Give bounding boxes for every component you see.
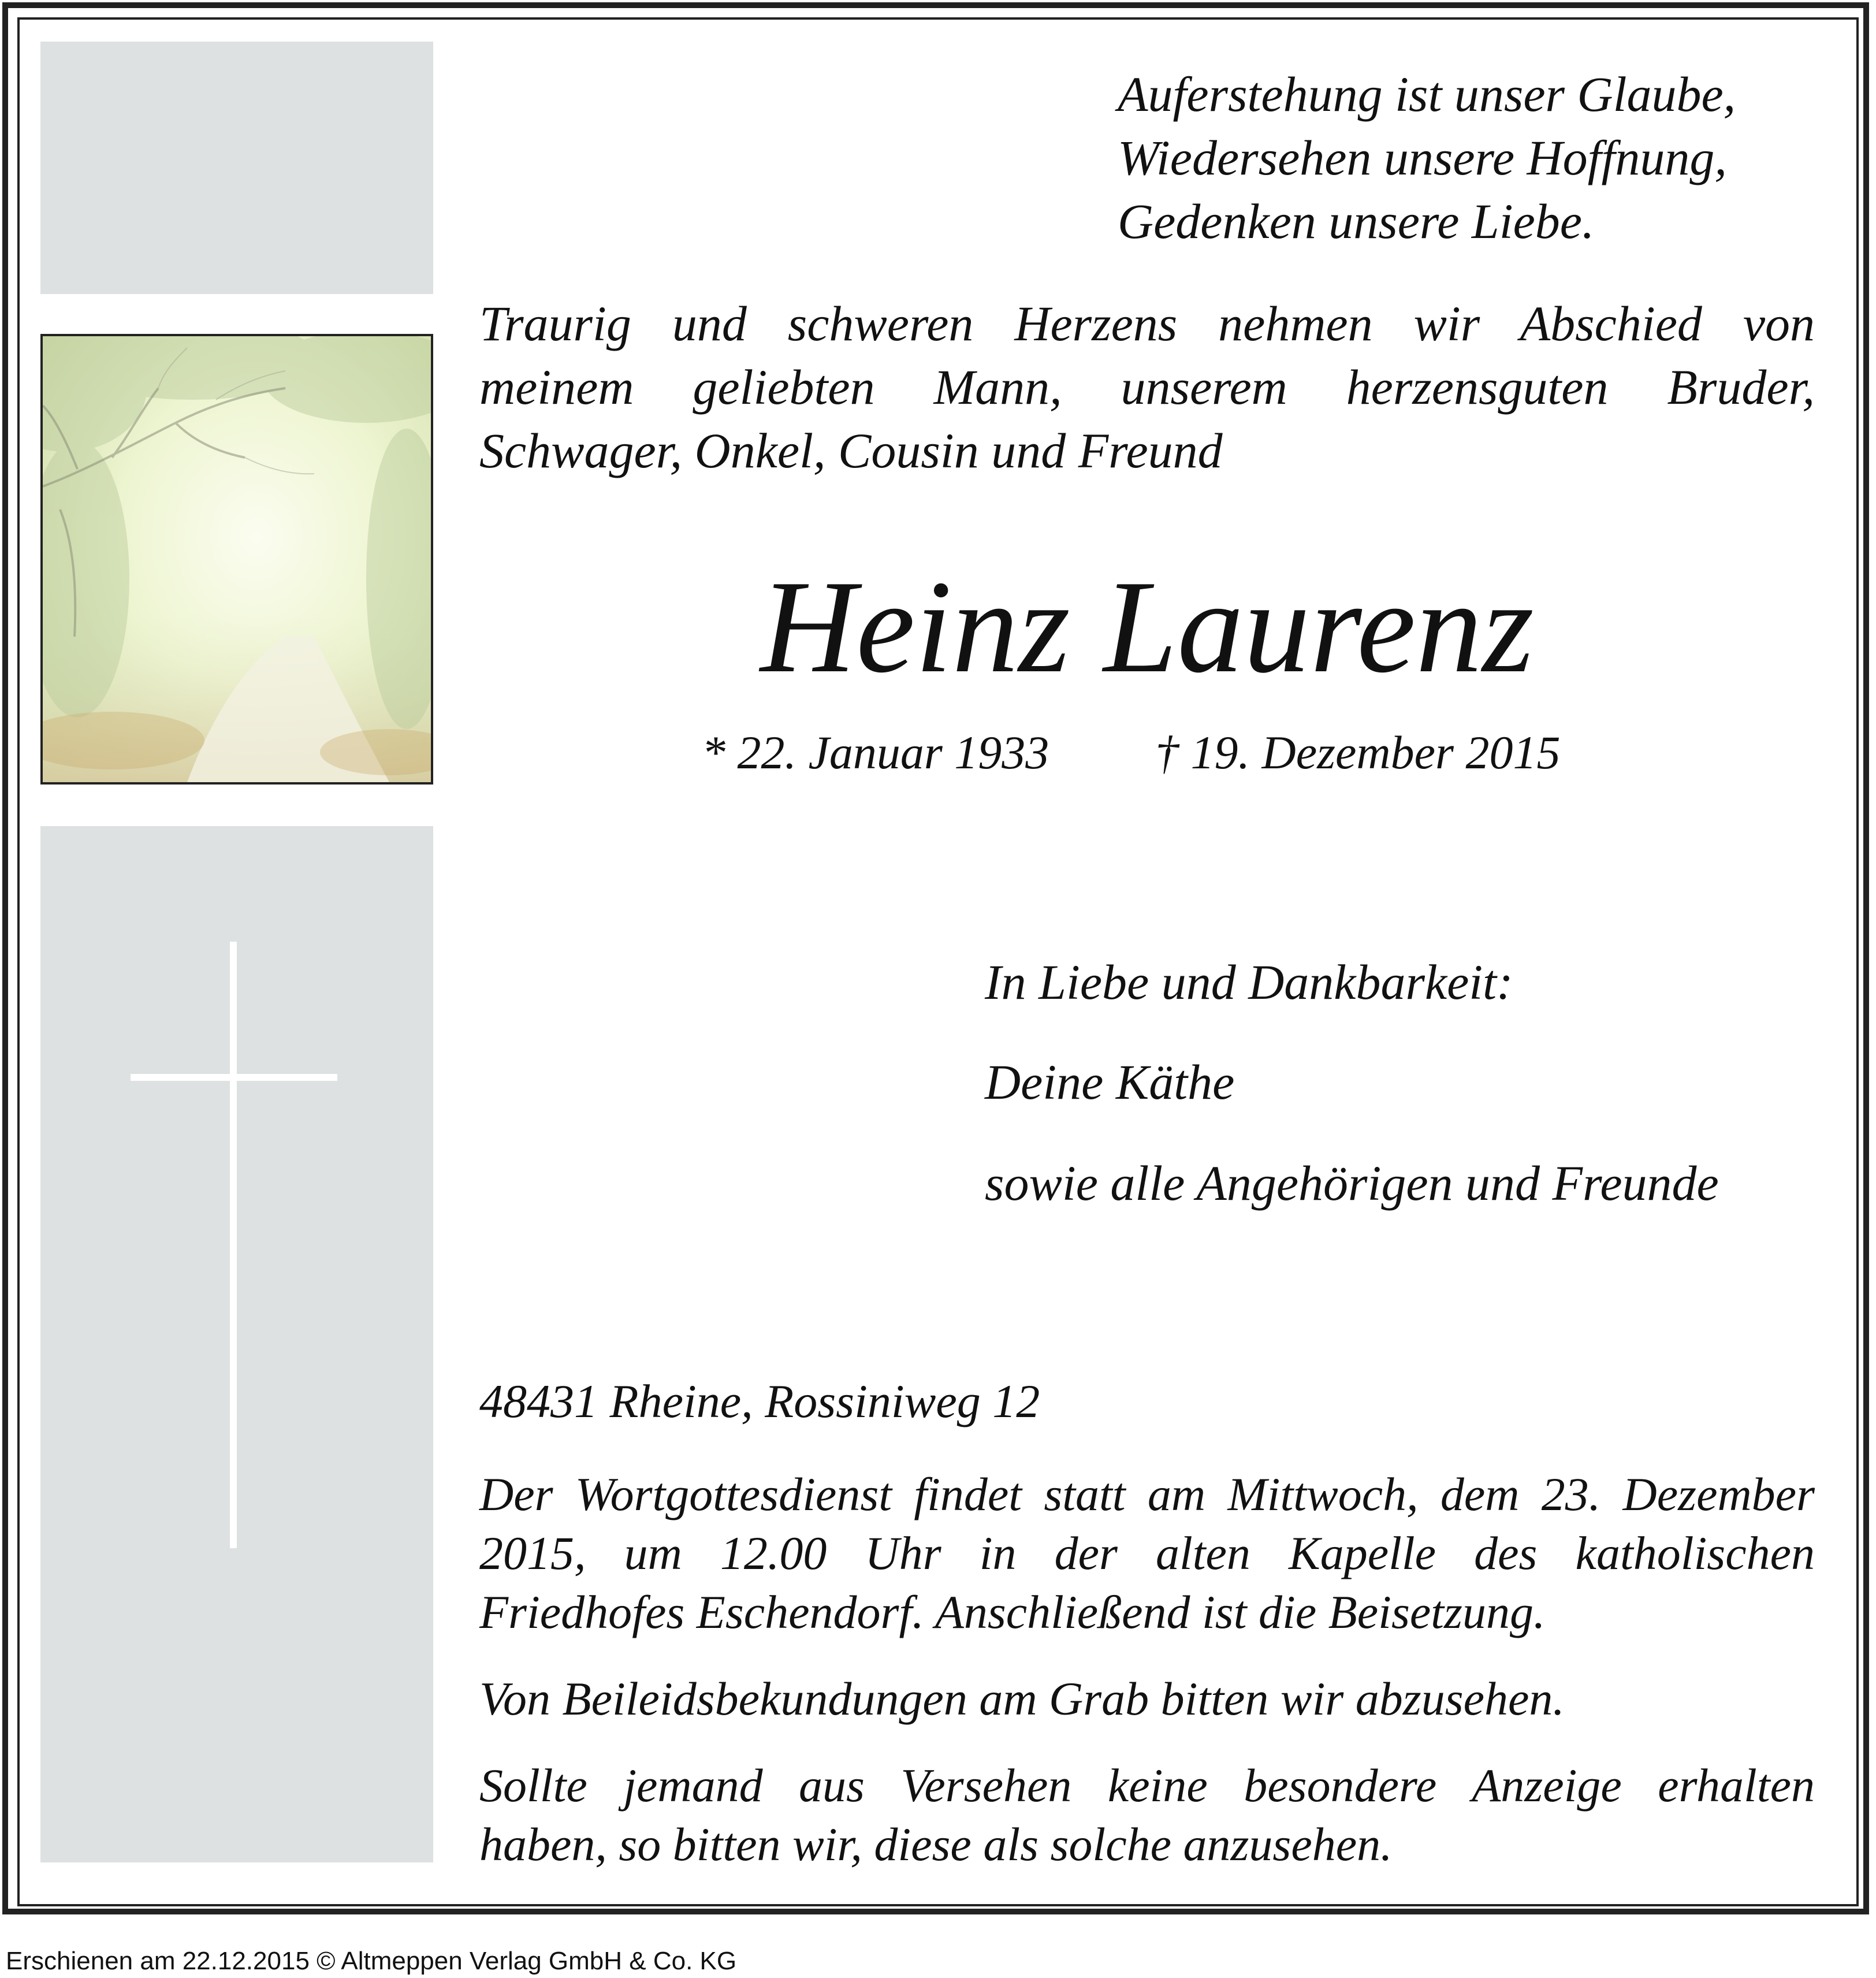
decorative-panel-bottom	[40, 826, 433, 1862]
publication-footer: Erschienen am 22.12.2015 © Altmeppen Verlag GmbH & Co. KG	[6, 1947, 737, 1975]
signature-family: sowie alle Angehörigen und Freunde	[985, 1155, 1719, 1211]
motto-line: Wiedersehen unsere Hoffnung,	[1118, 130, 1727, 185]
motto-verse	[1118, 62, 1828, 253]
service-line: Friedhofes Eschendorf. Anschließend ist die Beisetzung.	[479, 1586, 1546, 1638]
service-line: 2015, um 12.00 Uhr in der alten Kapelle des katholischen	[479, 1527, 1815, 1579]
motto-line: Auferstehung ist unser Glaube,	[1118, 66, 1736, 122]
forest-mist-image	[40, 334, 433, 784]
intro-line: meinem geliebten Mann, unserem herzensguten Bruder,	[479, 359, 1815, 415]
condolence-note	[479, 1670, 1815, 1728]
cross-icon-horizontal	[131, 1074, 337, 1081]
motto-line: Gedenken unsere Liebe.	[1118, 194, 1595, 249]
service-info	[479, 1465, 1815, 1642]
condolence-line: Von Beileidsbekundungen am Grab bitten wir abzusehen.	[479, 1672, 1565, 1725]
decorative-panel-top	[40, 42, 433, 294]
notice-line: Sollte jemand aus Versehen keine besondere Anzeige erhalten	[479, 1759, 1815, 1812]
death-date: † 19. Dezember 2015	[1155, 726, 1561, 779]
notice-text	[479, 1756, 1815, 1874]
intro-line: Traurig und schweren Herzens nehmen wir Abschied von	[479, 296, 1815, 351]
service-line: Der Wortgottesdienst findet statt am Mittwoch, dem 23. Dezember	[479, 1468, 1815, 1520]
notice-line: haben, so bitten wir, diese als solche anzusehen.	[479, 1818, 1393, 1871]
intro-line: Schwager, Onkel, Cousin und Freund	[479, 423, 1223, 478]
signature-intro: In Liebe und Dankbarkeit:	[985, 954, 1513, 1010]
birth-date: * 22. Januar 1933	[702, 726, 1049, 779]
address	[479, 1372, 1815, 1431]
deceased-name: Heinz Laurenz	[760, 553, 1534, 700]
cross-icon-vertical	[230, 942, 237, 1548]
signature-spouse: Deine Käthe	[985, 1054, 1235, 1110]
intro-text	[479, 292, 1815, 482]
address-line: 48431 Rheine, Rossiniweg 12	[479, 1375, 1040, 1427]
